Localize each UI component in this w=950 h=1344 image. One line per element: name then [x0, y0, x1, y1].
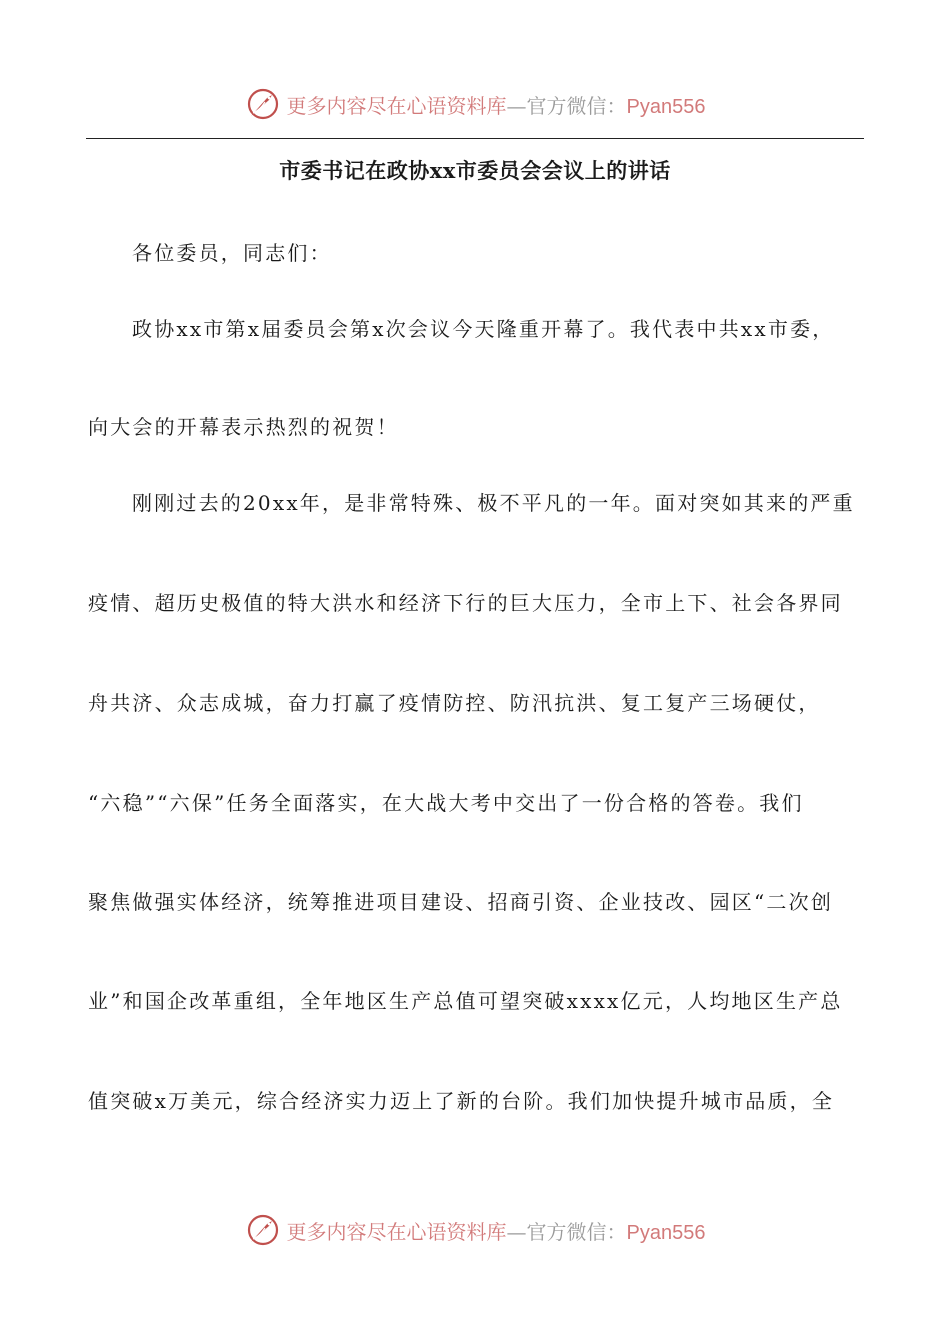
watermark-wechat-id: Pyan556: [626, 95, 706, 118]
paragraph-line: 向大会的开幕表示热烈的祝贺！: [88, 415, 399, 439]
footer-watermark: [0, 1210, 950, 1250]
watermark-text: [287, 90, 706, 119]
paragraph-line: 刚刚过去的20xx年，是非常特殊、极不平凡的一年。面对突如其来的严重: [132, 491, 855, 515]
watermark-main: 更多内容尽在心语资料库: [286, 1219, 507, 1244]
paragraph-line: 业”和国企改革重组，全年地区生产总值可望突破xxxx亿元，人均地区生产总: [88, 989, 843, 1013]
watermark-dash: —: [506, 1219, 527, 1244]
pen-nib-logo-icon: [245, 86, 281, 122]
watermark-main: 更多内容尽在心语资料库: [286, 93, 507, 118]
watermark-wechat-id: Pyan556: [626, 1221, 706, 1244]
pen-nib-logo-icon: [245, 1212, 281, 1248]
paragraph-line: 聚焦做强实体经济，统筹推进项目建设、招商引资、企业技改、园区“二次创: [88, 890, 834, 914]
salutation: 各位委员，同志们：: [132, 241, 332, 265]
paragraph-line: 值突破x万美元，综合经济实力迈上了新的台阶。我们加快提升城市品质，全: [88, 1089, 835, 1113]
paragraph-line: 政协xx市第x届委员会第x次会议今天隆重开幕了。我代表中共xx市委，: [132, 317, 835, 341]
paragraph-line: 疫情、超历史极值的特大洪水和经济下行的巨大压力，全市上下、社会各界同: [88, 591, 843, 615]
document-title: 市委书记在政协xx市委员会会议上的讲话: [279, 158, 671, 183]
paragraph-line: “六稳”“六保”任务全面落实，在大战大考中交出了一份合格的答卷。我们: [88, 791, 804, 815]
watermark-text: [287, 1216, 706, 1245]
watermark-wechat-label: 官方微信：: [526, 93, 627, 118]
header-watermark: [0, 84, 950, 124]
paragraph-line: 舟共济、众志成城，奋力打赢了疫情防控、防汛抗洪、复工复产三场硬仗，: [88, 691, 821, 715]
watermark-wechat-label: 官方微信：: [526, 1219, 627, 1244]
watermark-dash: —: [506, 93, 527, 118]
header-rule: [86, 138, 864, 139]
